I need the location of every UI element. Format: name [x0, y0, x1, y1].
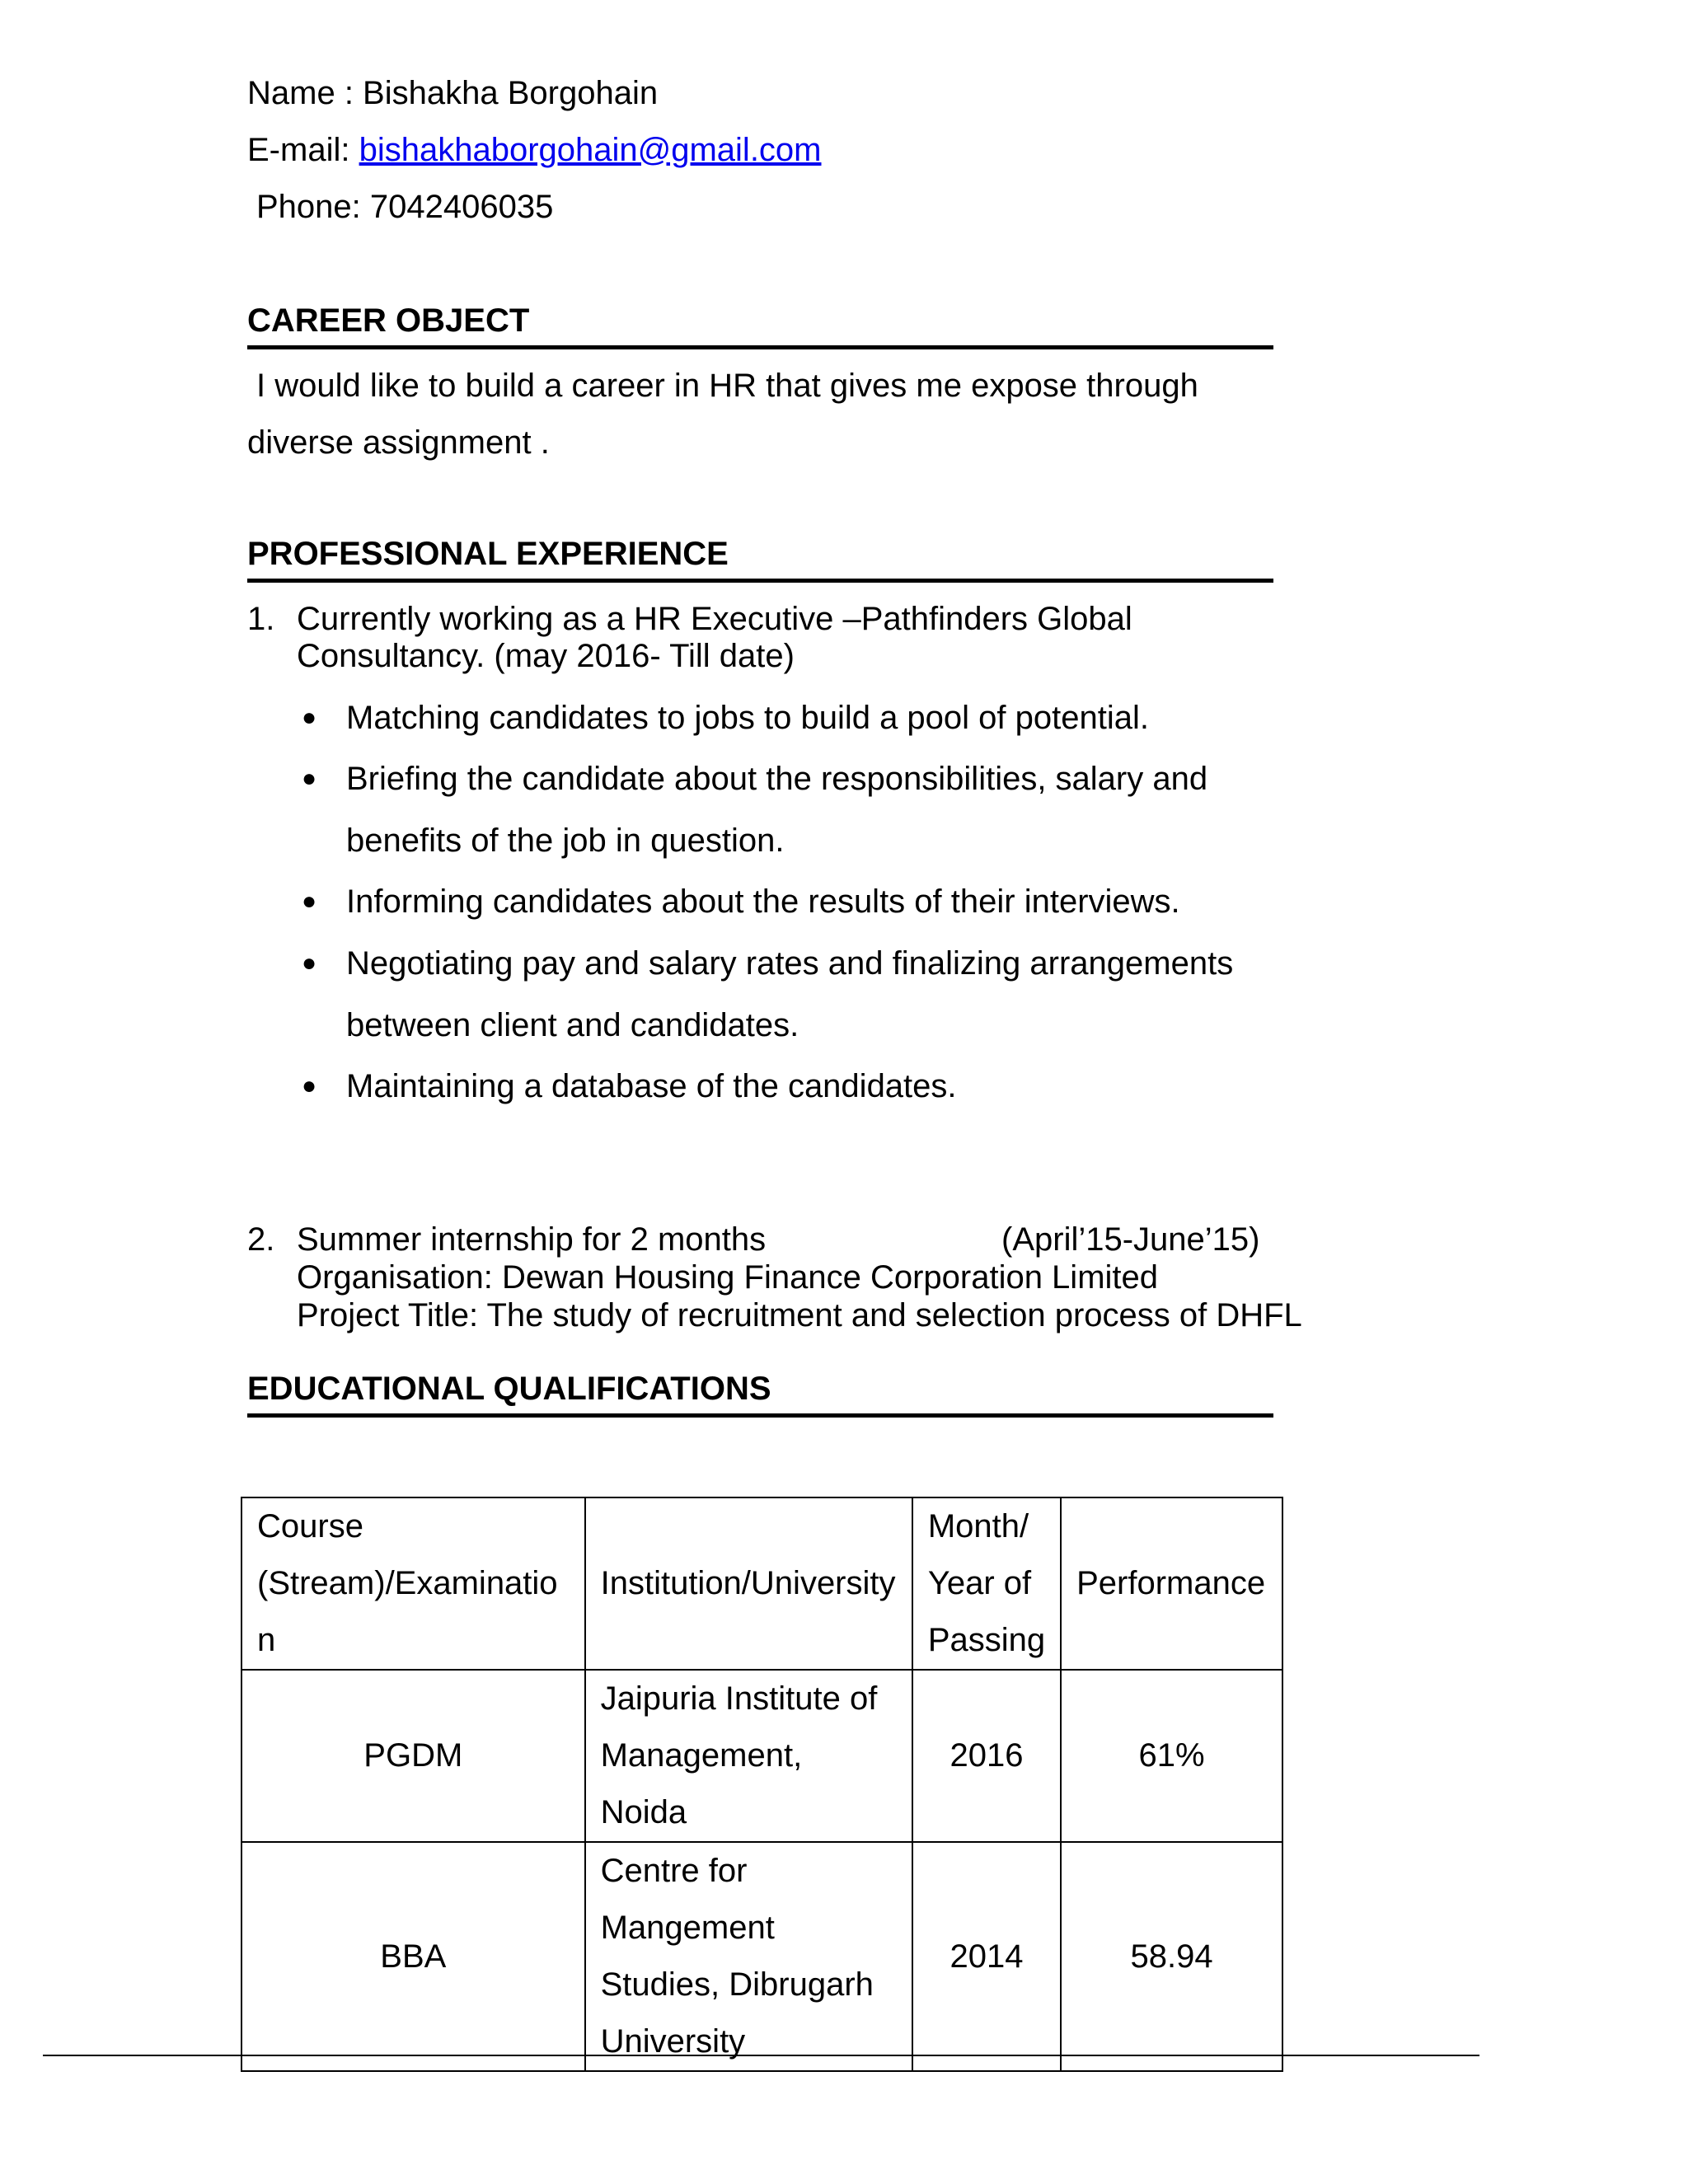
bullet-item: Informing candidates about the results of their interviews.: [346, 883, 1180, 920]
row-performance: 61%: [1061, 1670, 1282, 1842]
row-course: PGDM: [241, 1670, 585, 1842]
name-label: Name :: [247, 75, 363, 111]
experience-item-2-line-1: Summer internship for 2 months: [297, 1221, 767, 1258]
bullet-item-continued: benefits of the job in question.: [346, 823, 785, 859]
row-institution: [585, 1670, 912, 1842]
bullet-item: Maintaining a database of the candidates.: [346, 1068, 957, 1104]
experience-item-1-line-1: Currently working as a HR Executive –Pathfinders Global: [297, 601, 1132, 637]
institution-line: Mangement: [600, 1910, 775, 1946]
row-institution: [585, 1842, 912, 2071]
bullet-item: Negotiating pay and salary rates and finalizing arrangements: [346, 945, 1234, 982]
table-header-row: [241, 1497, 1282, 1670]
institution-line: University: [600, 2023, 746, 2060]
institution-line: Jaipuria Institute of: [600, 1680, 878, 1717]
phone-number: 7042406035: [369, 189, 554, 225]
experience-item-2-number: 2.: [247, 1221, 275, 1258]
footer-divider: [43, 2055, 1479, 2056]
row-performance: 58.94: [1061, 1842, 1282, 2071]
experience-item-1-line-2: Consultancy. (may 2016- Till date): [297, 638, 795, 674]
bullet-item-continued: between client and candidates.: [346, 1007, 799, 1043]
bullet-icon: ●: [302, 1072, 317, 1099]
email-line: [247, 130, 822, 170]
table-row: [241, 1670, 1282, 1842]
header-course-line: (Stream)/Examinatio: [257, 1565, 558, 1601]
institution-line: Centre for: [600, 1853, 748, 1889]
header-course-line: n: [257, 1622, 276, 1658]
career-objective-line-2: diverse assignment .: [247, 424, 550, 461]
name-line: [247, 73, 658, 113]
bullet-item: Matching candidates to jobs to build a pool of potential.: [346, 700, 1149, 736]
table-row: [241, 1842, 1282, 2071]
header-institution: Institution/University: [585, 1497, 912, 1670]
header-year-line: Year of: [927, 1565, 1032, 1601]
email-label: E-mail:: [247, 132, 359, 168]
professional-experience-heading: PROFESSIONAL EXPERIENCE: [247, 534, 1273, 583]
bullet-icon: ●: [302, 704, 317, 731]
candidate-name: Bishakha Borgohain: [363, 75, 659, 111]
educational-qualifications-heading: EDUCATIONAL QUALIFICATIONS: [247, 1369, 1273, 1418]
bullet-icon: ●: [302, 888, 317, 915]
experience-item-1-number: 1.: [247, 601, 275, 637]
institution-line: Studies, Dibrugarh: [600, 1966, 874, 2003]
institution-line: Management,: [600, 1737, 803, 1774]
phone-line: [256, 187, 553, 227]
bullet-item: Briefing the candidate about the responsibilities, salary and: [346, 761, 1208, 797]
career-objective-line-1: I would like to build a career in HR that gives me expose through: [256, 368, 1198, 404]
header-year-line: Month/: [927, 1508, 1029, 1544]
row-year: 2016: [912, 1670, 1061, 1842]
career-object-heading: CAREER OBJECT: [247, 301, 1273, 349]
experience-item-2-organisation: Organisation: Dewan Housing Finance Corporation Limited: [297, 1259, 1158, 1296]
email-link[interactable]: bishakhaborgohain@gmail.com: [359, 132, 822, 168]
institution-line: Noida: [600, 1794, 687, 1830]
experience-item-2-project: Project Title: The study of recruitment and selection process of DHFL: [297, 1297, 1302, 1333]
internship-dates: (April’15-June’15): [1001, 1221, 1260, 1258]
row-course: BBA: [241, 1842, 585, 2071]
bullet-icon: ●: [302, 949, 317, 977]
education-table: [241, 1497, 1283, 2072]
header-performance: Performance: [1061, 1497, 1282, 1670]
header-year-line: Passing: [927, 1622, 1046, 1658]
header-year: [912, 1497, 1061, 1670]
header-course: [241, 1497, 585, 1670]
header-course-line: Course: [257, 1508, 363, 1544]
bullet-icon: ●: [302, 765, 317, 792]
phone-label: Phone:: [256, 189, 370, 225]
row-year: 2014: [912, 1842, 1061, 2071]
